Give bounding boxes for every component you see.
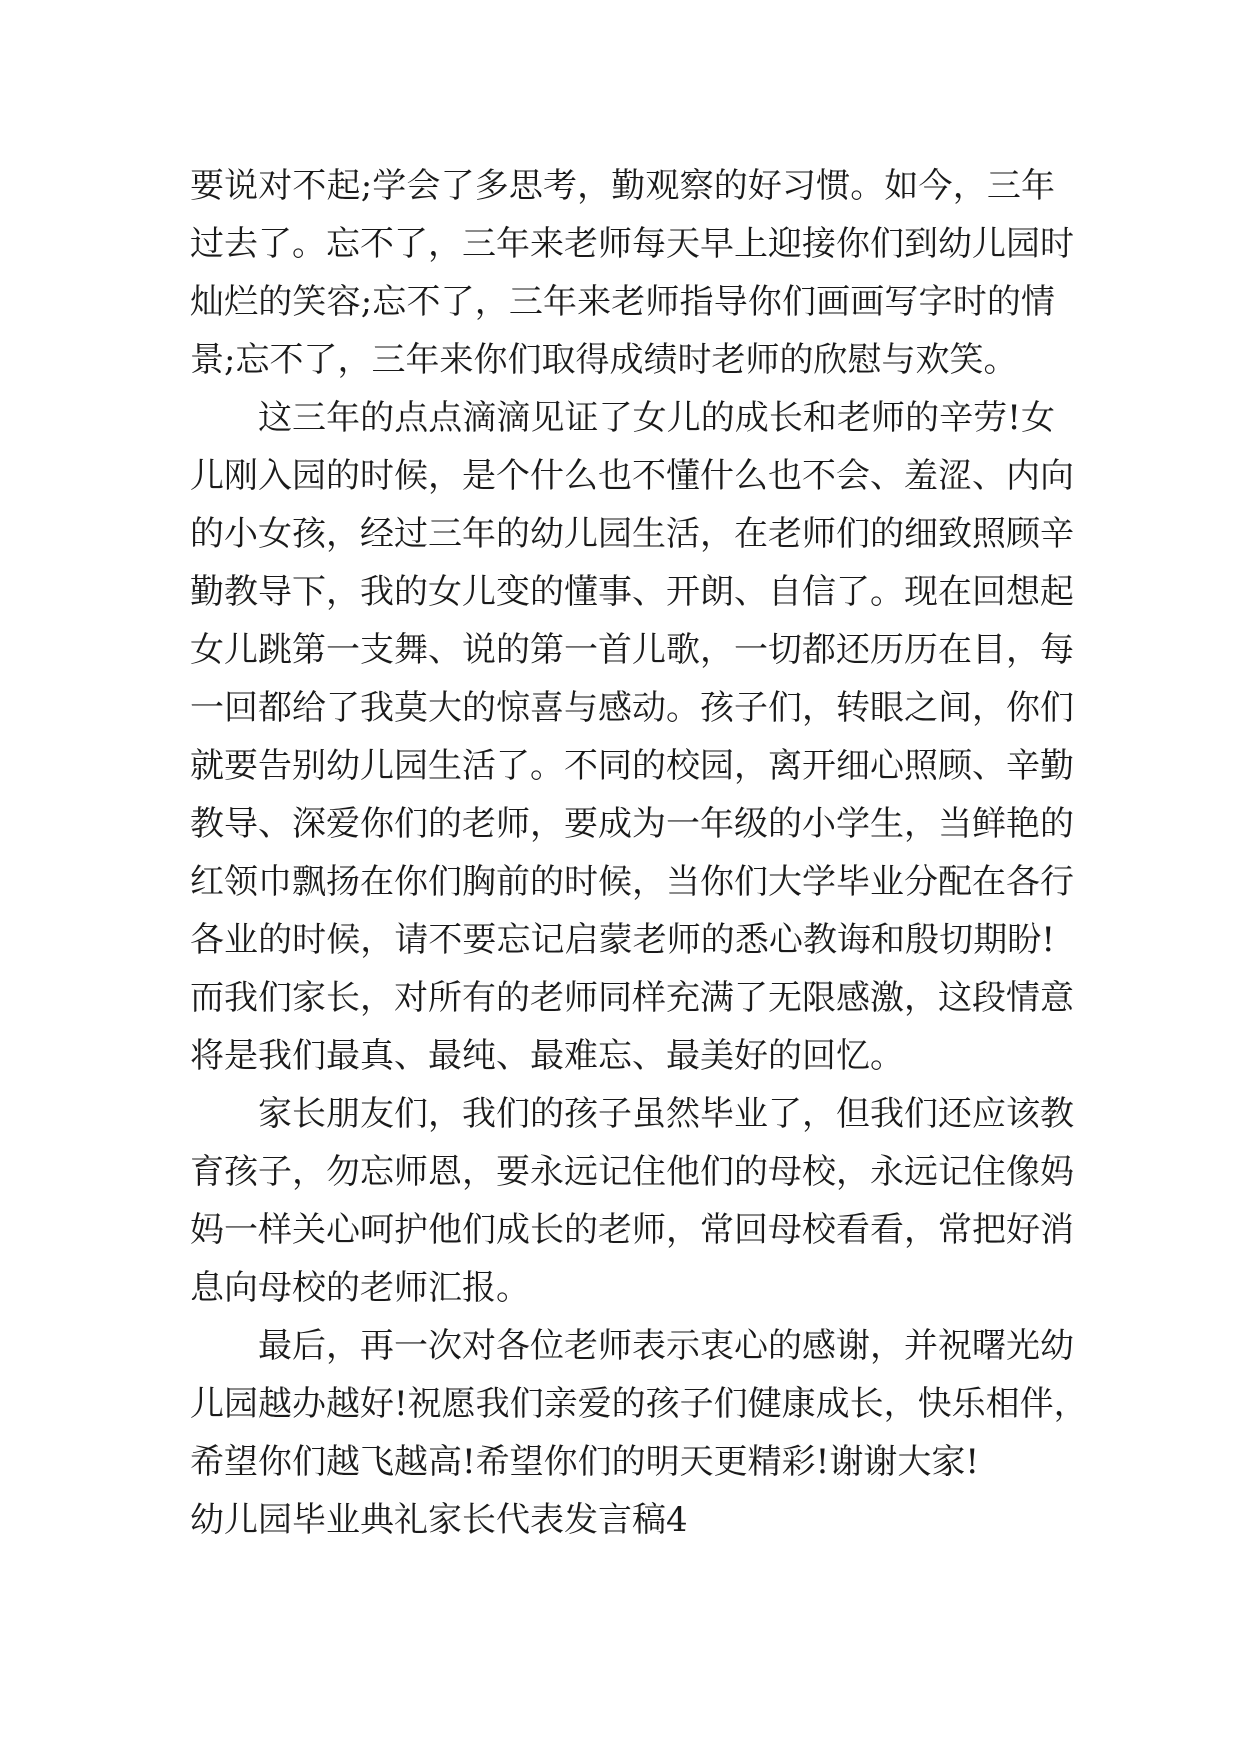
text-line: 红领巾飘扬在你们胸前的时候，当你们大学毕业分配在各行 bbox=[190, 862, 1074, 902]
text-line: 就要告别幼儿园生活了。不同的校园，离开细心照顾、辛勤 bbox=[190, 746, 1074, 786]
text-line: 儿园越办越好!祝愿我们亲爱的孩子们健康成长，快乐相伴， bbox=[190, 1384, 1088, 1424]
text-line: 过去了。忘不了，三年来老师每天早上迎接你们到幼儿园时 bbox=[190, 224, 1074, 264]
text-line: 将是我们最真、最纯、最难忘、最美好的回忆。 bbox=[190, 1036, 904, 1076]
text-line: 的小女孩，经过三年的幼儿园生活，在老师们的细致照顾辛 bbox=[190, 514, 1074, 554]
text-line: 各业的时候，请不要忘记启蒙老师的悉心教诲和殷切期盼! bbox=[190, 920, 1055, 960]
text-line: 灿烂的笑容;忘不了，三年来老师指导你们画画写字时的情 bbox=[190, 282, 1055, 322]
text-line: 育孩子，勿忘师恩，要永远记住他们的母校，永远记住像妈 bbox=[190, 1152, 1074, 1192]
text-line: 要说对不起;学会了多思考，勤观察的好习惯。如今，三年 bbox=[190, 166, 1055, 206]
document-body bbox=[190, 157, 1088, 1549]
section-heading: 幼儿园毕业典礼家长代表发言稿4 bbox=[190, 1500, 688, 1540]
paragraph-first-line: 这三年的点点滴滴见证了女儿的成长和老师的辛劳!女 bbox=[258, 398, 1055, 438]
text-line: 而我们家长，对所有的老师同样充满了无限感激，这段情意 bbox=[190, 978, 1074, 1018]
text-line: 儿刚入园的时候，是个什么也不懂什么也不会、羞涩、内向 bbox=[190, 456, 1074, 496]
text-line: 息向母校的老师汇报。 bbox=[190, 1268, 530, 1308]
text-line: 一回都给了我莫大的惊喜与感动。孩子们，转眼之间，你们 bbox=[190, 688, 1074, 728]
text-line: 教导、深爱你们的老师，要成为一年级的小学生，当鲜艳的 bbox=[190, 804, 1074, 844]
text-line: 希望你们越飞越高!希望你们的明天更精彩!谢谢大家! bbox=[190, 1442, 979, 1482]
text-line: 女儿跳第一支舞、说的第一首儿歌，一切都还历历在目，每 bbox=[190, 630, 1074, 670]
text-line: 景;忘不了，三年来你们取得成绩时老师的欣慰与欢笑。 bbox=[190, 340, 1018, 380]
paragraph-first-line: 家长朋友们，我们的孩子虽然毕业了，但我们还应该教 bbox=[258, 1094, 1074, 1134]
text-line: 妈一样关心呵护他们成长的老师，常回母校看看，常把好消 bbox=[190, 1210, 1074, 1250]
paragraph-first-line: 最后，再一次对各位老师表示衷心的感谢，并祝曙光幼 bbox=[258, 1326, 1074, 1366]
text-line: 勤教导下，我的女儿变的懂事、开朗、自信了。现在回想起 bbox=[190, 572, 1074, 612]
